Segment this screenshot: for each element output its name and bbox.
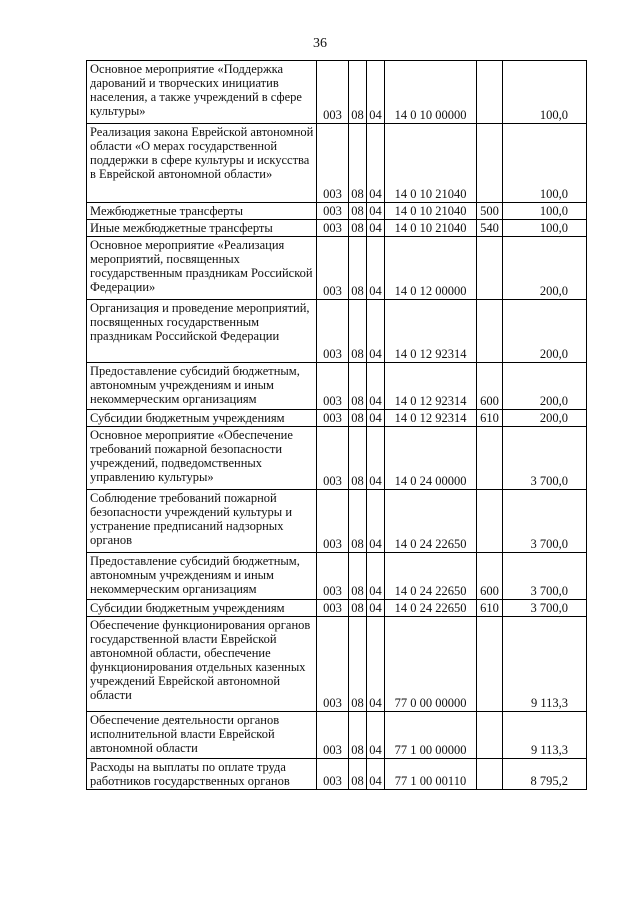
ministry-code: 003 <box>317 427 349 490</box>
subsection-code: 04 <box>367 759 385 790</box>
target-article-code: 14 0 10 21040 <box>385 124 477 203</box>
row-name: Обеспечение функционирования органов государственной власти Еврейской автономной области, обеспечение функционирования отдельных казенных учреждений Еврейской автономной области <box>87 617 317 712</box>
amount: 100,0 <box>503 61 587 124</box>
subsection-code: 04 <box>367 712 385 759</box>
row-name: Организация и проведение мероприятий, посвященных государственным праздникам Российской Федерации <box>87 300 317 363</box>
target-article-code: 14 0 12 00000 <box>385 237 477 300</box>
table-row <box>87 363 587 410</box>
ministry-code: 003 <box>317 124 349 203</box>
row-name: Основное мероприятие «Реализация мероприятий, посвященных государственным праздникам Российской Федерации» <box>87 237 317 300</box>
expense-type-code: 500 <box>477 203 503 220</box>
amount: 200,0 <box>503 410 587 427</box>
table-row <box>87 712 587 759</box>
ministry-code: 003 <box>317 553 349 600</box>
section-code: 08 <box>349 712 367 759</box>
ministry-code: 003 <box>317 490 349 553</box>
subsection-code: 04 <box>367 600 385 617</box>
target-article-code: 77 1 00 00110 <box>385 759 477 790</box>
row-name: Расходы на выплаты по оплате труда работников государственных органов <box>87 759 317 790</box>
row-name: Субсидии бюджетным учреждениям <box>87 600 317 617</box>
section-code: 08 <box>349 363 367 410</box>
section-code: 08 <box>349 490 367 553</box>
amount: 3 700,0 <box>503 553 587 600</box>
amount: 100,0 <box>503 203 587 220</box>
table-row <box>87 220 587 237</box>
table-row <box>87 427 587 490</box>
amount: 3 700,0 <box>503 427 587 490</box>
expense-type-code <box>477 61 503 124</box>
section-code: 08 <box>349 427 367 490</box>
amount: 200,0 <box>503 237 587 300</box>
ministry-code: 003 <box>317 203 349 220</box>
target-article-code: 14 0 12 92314 <box>385 300 477 363</box>
row-name: Основное мероприятие «Поддержка дарований и творческих инициатив населения, а также учреждений в сфере культуры» <box>87 61 317 124</box>
row-name: Межбюджетные трансферты <box>87 203 317 220</box>
subsection-code: 04 <box>367 61 385 124</box>
expense-type-code: 600 <box>477 553 503 600</box>
amount: 200,0 <box>503 300 587 363</box>
subsection-code: 04 <box>367 427 385 490</box>
section-code: 08 <box>349 61 367 124</box>
expense-type-code <box>477 712 503 759</box>
row-name: Реализация закона Еврейской автономной области «О мерах государственной поддержки в сфере культуры и искусства в Еврейской автономной области» <box>87 124 317 203</box>
amount: 3 700,0 <box>503 490 587 553</box>
expense-type-code: 600 <box>477 363 503 410</box>
table-row <box>87 124 587 203</box>
table-row <box>87 759 587 790</box>
subsection-code: 04 <box>367 490 385 553</box>
table-row <box>87 61 587 124</box>
amount: 3 700,0 <box>503 600 587 617</box>
subsection-code: 04 <box>367 553 385 600</box>
ministry-code: 003 <box>317 363 349 410</box>
section-code: 08 <box>349 617 367 712</box>
expense-type-code <box>477 490 503 553</box>
page-number: 36 <box>313 36 327 51</box>
ministry-code: 003 <box>317 61 349 124</box>
target-article-code: 14 0 24 22650 <box>385 600 477 617</box>
amount: 100,0 <box>503 220 587 237</box>
expense-type-code: 610 <box>477 410 503 427</box>
ministry-code: 003 <box>317 759 349 790</box>
target-article-code: 14 0 10 21040 <box>385 220 477 237</box>
row-name: Иные межбюджетные трансферты <box>87 220 317 237</box>
target-article-code: 14 0 12 92314 <box>385 363 477 410</box>
section-code: 08 <box>349 124 367 203</box>
subsection-code: 04 <box>367 203 385 220</box>
amount: 9 113,3 <box>503 617 587 712</box>
row-name: Предоставление субсидий бюджетным, автономным учреждениям и иным некоммерческим организациям <box>87 553 317 600</box>
subsection-code: 04 <box>367 237 385 300</box>
expense-type-code <box>477 300 503 363</box>
row-name: Основное мероприятие «Обеспечение требований пожарной безопасности учреждений, подведомственных управлению культуры» <box>87 427 317 490</box>
ministry-code: 003 <box>317 220 349 237</box>
section-code: 08 <box>349 553 367 600</box>
table-row <box>87 203 587 220</box>
budget-table <box>86 60 587 790</box>
expense-type-code <box>477 427 503 490</box>
ministry-code: 003 <box>317 600 349 617</box>
row-name: Соблюдение требований пожарной безопасности учреждений культуры и устранение предписаний надзорных органов <box>87 490 317 553</box>
subsection-code: 04 <box>367 617 385 712</box>
ministry-code: 003 <box>317 712 349 759</box>
amount: 8 795,2 <box>503 759 587 790</box>
section-code: 08 <box>349 410 367 427</box>
target-article-code: 14 0 24 00000 <box>385 427 477 490</box>
expense-type-code <box>477 759 503 790</box>
expense-type-code: 610 <box>477 600 503 617</box>
ministry-code: 003 <box>317 237 349 300</box>
ministry-code: 003 <box>317 300 349 363</box>
amount: 9 113,3 <box>503 712 587 759</box>
subsection-code: 04 <box>367 220 385 237</box>
section-code: 08 <box>349 220 367 237</box>
target-article-code: 14 0 10 00000 <box>385 61 477 124</box>
expense-type-code <box>477 617 503 712</box>
section-code: 08 <box>349 600 367 617</box>
amount: 100,0 <box>503 124 587 203</box>
target-article-code: 14 0 24 22650 <box>385 490 477 553</box>
table-row <box>87 490 587 553</box>
subsection-code: 04 <box>367 124 385 203</box>
target-article-code: 77 0 00 00000 <box>385 617 477 712</box>
subsection-code: 04 <box>367 363 385 410</box>
subsection-code: 04 <box>367 300 385 363</box>
section-code: 08 <box>349 300 367 363</box>
table-row <box>87 300 587 363</box>
row-name: Предоставление субсидий бюджетным, автономным учреждениям и иным некоммерческим организациям <box>87 363 317 410</box>
amount: 200,0 <box>503 363 587 410</box>
section-code: 08 <box>349 237 367 300</box>
target-article-code: 77 1 00 00000 <box>385 712 477 759</box>
table-row <box>87 410 587 427</box>
expense-type-code <box>477 237 503 300</box>
subsection-code: 04 <box>367 410 385 427</box>
target-article-code: 14 0 24 22650 <box>385 553 477 600</box>
ministry-code: 003 <box>317 410 349 427</box>
target-article-code: 14 0 12 92314 <box>385 410 477 427</box>
table-row <box>87 617 587 712</box>
target-article-code: 14 0 10 21040 <box>385 203 477 220</box>
table-row <box>87 553 587 600</box>
row-name: Обеспечение деятельности органов исполнительной власти Еврейской автономной области <box>87 712 317 759</box>
table-row <box>87 237 587 300</box>
table-row <box>87 600 587 617</box>
row-name: Субсидии бюджетным учреждениям <box>87 410 317 427</box>
expense-type-code: 540 <box>477 220 503 237</box>
section-code: 08 <box>349 759 367 790</box>
section-code: 08 <box>349 203 367 220</box>
expense-type-code <box>477 124 503 203</box>
ministry-code: 003 <box>317 617 349 712</box>
